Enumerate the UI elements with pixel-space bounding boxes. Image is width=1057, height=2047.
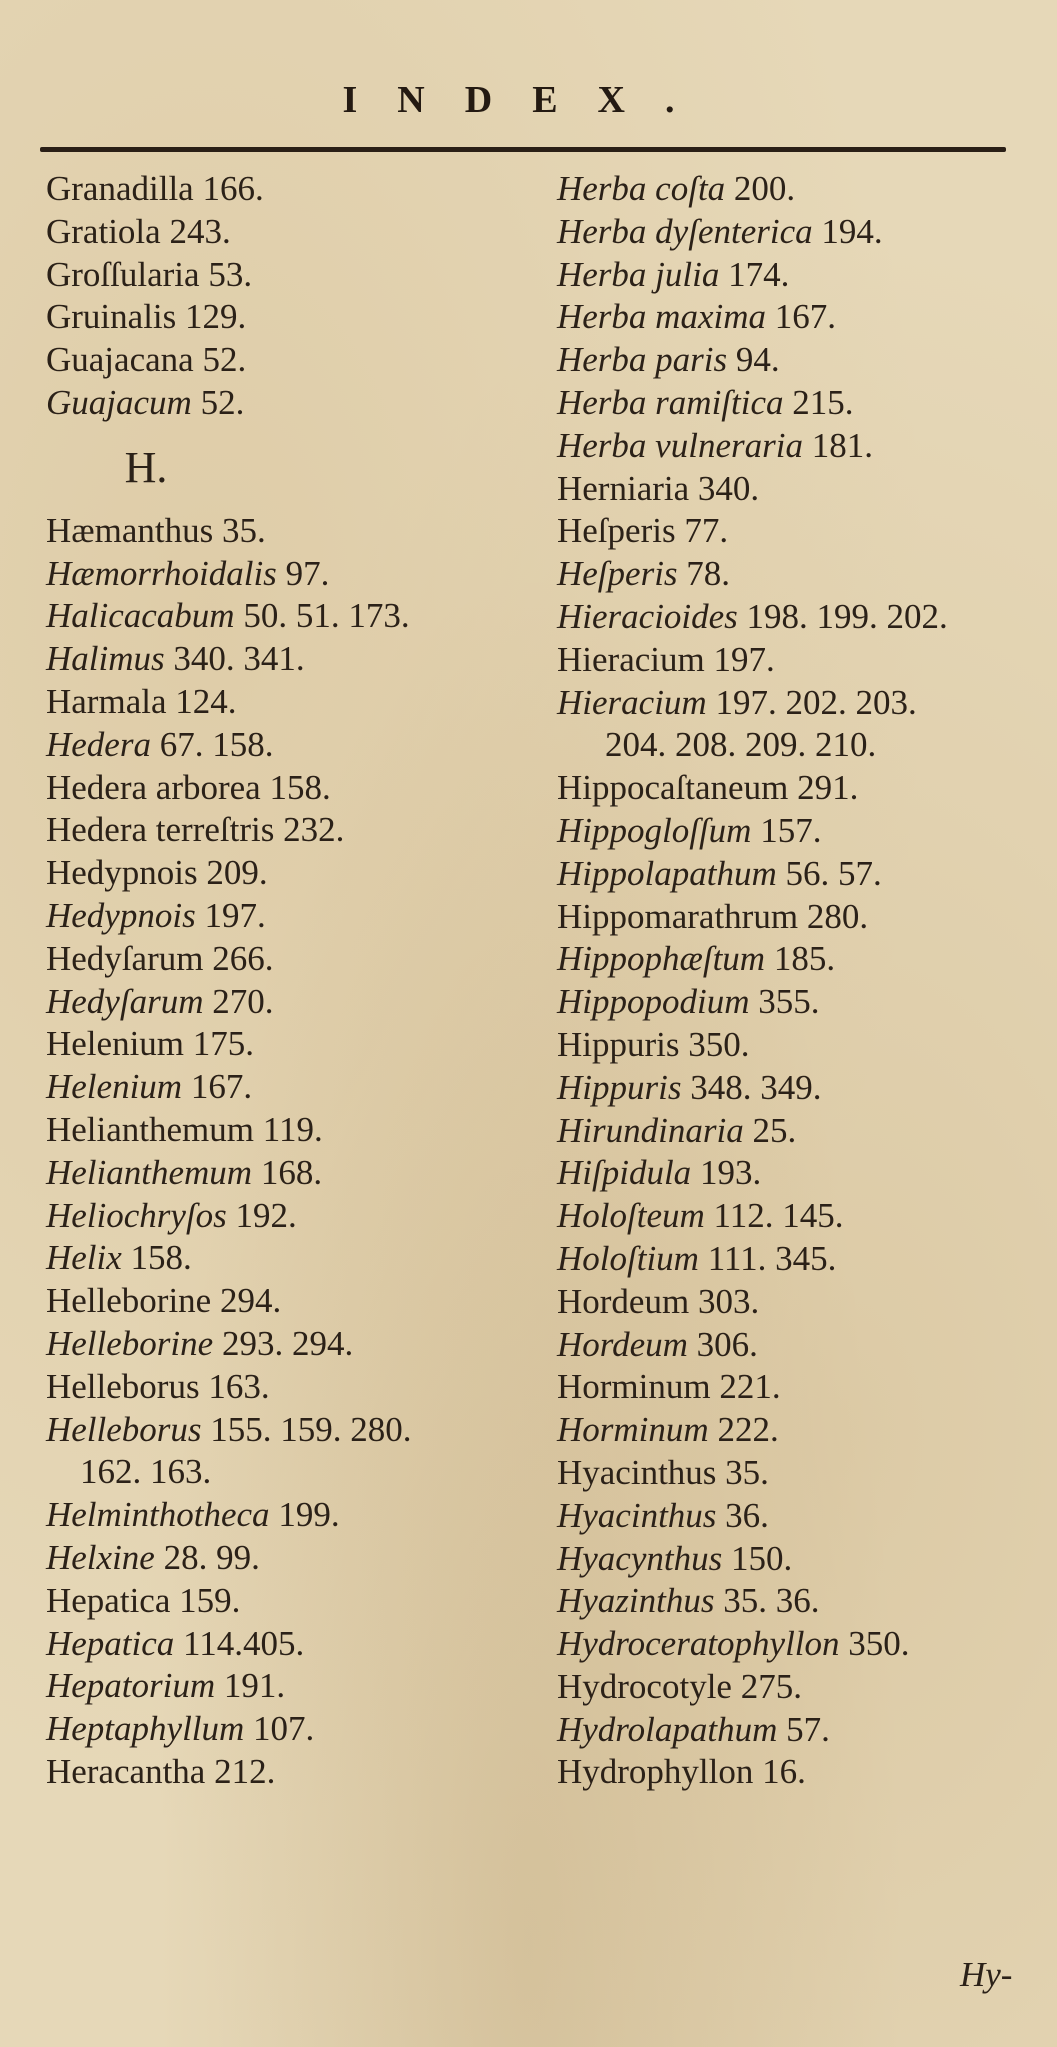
index-entry	[557, 1709, 1027, 1752]
page-references: 215.	[792, 382, 854, 422]
index-entry	[557, 1409, 1027, 1452]
index-entry	[557, 211, 1027, 254]
index-term: Heptaphyllum	[46, 1709, 245, 1749]
page-references: 181.	[811, 425, 873, 465]
index-entry	[557, 1195, 1027, 1238]
index-term: Herba coſta	[557, 169, 726, 208]
index-entry	[46, 168, 526, 211]
page-references: 340.	[697, 468, 760, 508]
index-entry	[557, 553, 1027, 596]
index-term: Hiſpidula	[557, 1153, 692, 1193]
page-references: 192.	[235, 1195, 297, 1235]
page-references: 53.	[208, 254, 253, 294]
index-term: Hedypnois	[46, 895, 196, 935]
index-term: Holoſteum	[557, 1196, 705, 1236]
page-references: 35. 36.	[723, 1581, 820, 1621]
index-entry	[46, 1195, 526, 1238]
page-references: 52.	[200, 382, 245, 422]
index-entry	[557, 254, 1027, 297]
index-entry	[557, 810, 1027, 853]
index-entry	[557, 168, 1027, 211]
index-entry	[46, 595, 526, 638]
page-references: 119.	[262, 1109, 323, 1149]
index-entry	[557, 1067, 1027, 1110]
page-references: 67. 158.	[159, 724, 274, 764]
header-rule	[40, 147, 1006, 152]
index-term: Hippophæſtum	[557, 939, 766, 979]
index-term: Hippuris	[557, 1067, 682, 1107]
page-references: 222.	[717, 1410, 779, 1450]
index-entry	[557, 1580, 1027, 1623]
page-references: 191.	[223, 1666, 286, 1706]
index-term: Helenium	[46, 1067, 183, 1107]
page-references: 114.405.	[183, 1623, 305, 1663]
page-references: 355.	[758, 982, 820, 1022]
page-references: 197.	[204, 895, 266, 935]
index-term: Hyacynthus	[557, 1538, 723, 1578]
index-term: Hepatorium	[46, 1666, 216, 1706]
page-references: 175.	[192, 1024, 255, 1064]
page-references: 16.	[762, 1752, 806, 1792]
index-term: Helleborus	[46, 1366, 200, 1406]
index-entry	[557, 1324, 1027, 1367]
index-term: Gratiola	[46, 211, 161, 251]
page-references: 294.	[219, 1281, 282, 1321]
index-entry	[557, 853, 1027, 896]
index-term: Hippopodium	[557, 982, 750, 1022]
section-letter: H.	[124, 442, 168, 492]
page-references: 50. 51. 173.	[243, 596, 410, 636]
page-references: 348. 349.	[690, 1067, 822, 1107]
index-term: Helleborus	[46, 1409, 202, 1449]
index-entry	[557, 1751, 1027, 1794]
index-term: Herba vulneraria	[557, 425, 803, 465]
index-entry	[46, 981, 526, 1024]
index-term: Hieracium	[557, 682, 707, 722]
index-entry	[46, 724, 526, 767]
page-title: INDEX.	[342, 79, 715, 121]
page-references: 158.	[269, 767, 331, 807]
index-term: Hæmanthus	[46, 510, 214, 550]
page-references: 77.	[684, 511, 729, 551]
index-entry	[557, 468, 1027, 511]
index-entry	[46, 681, 526, 724]
index-term: Hedera	[46, 724, 151, 764]
page-references: 197. 202. 203.	[715, 682, 917, 722]
index-term: Helenium	[46, 1024, 185, 1064]
index-term: Guajacana	[46, 340, 194, 380]
page-references: 28. 99.	[163, 1537, 260, 1577]
index-entry	[46, 1280, 526, 1323]
index-term: Hippomarathrum	[557, 896, 799, 936]
index-entry	[46, 1623, 526, 1666]
index-term: Hæmorrhoidalis	[46, 553, 277, 593]
index-entry	[557, 981, 1027, 1024]
index-term: Helleborine	[46, 1323, 214, 1363]
index-term: Heracantha	[46, 1751, 206, 1791]
page-references: 340. 341.	[173, 639, 305, 679]
index-entry	[46, 1152, 526, 1195]
page-references: 185.	[773, 939, 836, 979]
index-entry	[46, 895, 526, 938]
index-entry-continuation: 162. 163.	[80, 1452, 212, 1492]
index-term: Helianthemum	[46, 1152, 253, 1192]
index-entry	[46, 1023, 526, 1066]
index-entry	[557, 1495, 1027, 1538]
index-term: Hieracium	[557, 639, 705, 679]
index-entry	[46, 254, 526, 297]
page-references: 232.	[283, 810, 345, 850]
index-entry	[557, 1366, 1027, 1409]
index-term: Harmala	[46, 681, 167, 721]
page-references: 350.	[688, 1024, 750, 1064]
index-term: Heſperis	[557, 511, 676, 551]
index-entry	[46, 553, 526, 596]
index-term: Helianthemum	[46, 1109, 255, 1149]
page-references: 159.	[179, 1580, 241, 1620]
page-references: 280.	[806, 896, 869, 936]
index-entry	[46, 1237, 526, 1280]
page-references: 221.	[719, 1367, 781, 1407]
index-term: Halicacabum	[46, 596, 235, 636]
page-references: 56. 57.	[785, 853, 882, 893]
index-term: Hippuris	[557, 1024, 680, 1064]
page-references: 25.	[752, 1110, 797, 1150]
index-term: Hordeum	[557, 1281, 690, 1321]
page-references: 275.	[740, 1666, 802, 1706]
index-term: Horminum	[557, 1410, 709, 1450]
page-references: 35.	[725, 1452, 769, 1492]
page-references: 209.	[206, 853, 268, 893]
index-entry	[557, 767, 1027, 810]
index-term: Helxine	[46, 1537, 155, 1577]
index-entry	[46, 1409, 526, 1452]
index-entry	[557, 596, 1027, 639]
index-term: Hedyſarum	[46, 938, 204, 978]
page-references: 78.	[686, 554, 731, 594]
page-references: 52.	[202, 340, 247, 380]
index-term: Herba dyſenterica	[557, 211, 813, 251]
index-term: Helix	[46, 1238, 122, 1278]
index-entry	[46, 1066, 526, 1109]
index-term: Herba paris	[557, 340, 728, 380]
page-references: 124.	[175, 681, 237, 721]
index-term: Hydrophyllon	[557, 1752, 754, 1792]
index-entry	[46, 938, 526, 981]
page-references: 306.	[696, 1324, 758, 1364]
page-references: 150.	[730, 1538, 793, 1578]
index-term: Hippolapathum	[557, 853, 777, 893]
index-term: Horminum	[557, 1367, 711, 1407]
index-entry	[46, 382, 526, 425]
index-term: Hepatica	[46, 1580, 171, 1620]
index-term: Herba julia	[557, 254, 720, 294]
right-column	[557, 168, 1027, 1794]
index-term: Granadilla	[46, 169, 194, 208]
page-references: 112. 145.	[713, 1196, 844, 1236]
page-references: 168.	[260, 1152, 323, 1192]
index-term: Groſſularia	[46, 254, 200, 294]
index-entry	[46, 809, 526, 852]
index-term: Hyazinthus	[557, 1581, 715, 1621]
index-entry	[46, 339, 526, 382]
page-references: 197.	[713, 639, 775, 679]
index-entry	[46, 1323, 526, 1366]
page-references: 166.	[202, 169, 264, 208]
index-term: Herba ramiſtica	[557, 382, 784, 422]
page-references: 212.	[214, 1751, 276, 1791]
index-term: Hedypnois	[46, 853, 198, 893]
page-references: 291.	[797, 768, 859, 808]
page-references: 194.	[821, 211, 883, 251]
index-term: Hyacinthus	[557, 1495, 717, 1535]
index-term: Heſperis	[557, 554, 678, 594]
page-references: 155. 159. 280.	[210, 1409, 412, 1449]
page-references: 270.	[212, 981, 274, 1021]
page-references: 303.	[697, 1281, 760, 1321]
index-entry	[557, 382, 1027, 425]
page-references: 198. 199. 202.	[746, 596, 948, 636]
index-entry	[557, 1281, 1027, 1324]
page-references: 57.	[786, 1709, 830, 1749]
index-entry	[557, 896, 1027, 939]
index-term: Holoſtium	[557, 1238, 699, 1278]
index-term: Herba maxima	[557, 297, 766, 337]
page-references: 167.	[190, 1067, 253, 1107]
index-entry	[557, 1623, 1027, 1666]
page-references: 200.	[733, 169, 796, 208]
page-references: 163.	[208, 1366, 270, 1406]
index-term: Hippogloſſum	[557, 810, 752, 850]
index-entry	[557, 425, 1027, 468]
page-references: 167.	[774, 297, 836, 337]
index-term: Gruinalis	[46, 297, 177, 337]
page-references: 36.	[725, 1495, 769, 1535]
index-term: Hedyſarum	[46, 981, 204, 1021]
index-term: Herniaria	[557, 468, 690, 508]
left-column	[46, 168, 526, 1794]
index-entry	[557, 938, 1027, 981]
page-references: 129.	[185, 297, 247, 337]
index-entry	[46, 510, 526, 553]
index-term: Hydrolapathum	[557, 1709, 778, 1749]
catchword: Hy-	[960, 1955, 1013, 1994]
index-entry	[557, 1110, 1027, 1153]
index-term: Hydroceratophyllon	[557, 1624, 840, 1664]
index-entry	[46, 1537, 526, 1580]
page-references: 158.	[130, 1238, 192, 1278]
index-entry	[557, 510, 1027, 553]
index-entry	[557, 1152, 1027, 1195]
index-term: Hordeum	[557, 1324, 688, 1364]
index-entry	[557, 1666, 1027, 1709]
page-references: 174.	[728, 254, 790, 294]
index-entry	[46, 767, 526, 810]
index-entry	[557, 639, 1027, 682]
page-references: 107.	[253, 1709, 315, 1749]
page-references: 243.	[169, 211, 231, 251]
page-references: 193.	[699, 1153, 762, 1193]
page-references: 350.	[848, 1624, 910, 1664]
index-term: Halimus	[46, 639, 165, 679]
index-entry	[46, 211, 526, 254]
index-entry	[46, 1580, 526, 1623]
index-entry	[46, 1708, 526, 1751]
page-references: 94.	[735, 340, 780, 380]
index-term: Helminthotheca	[46, 1495, 270, 1535]
page-references: 199.	[278, 1495, 340, 1535]
index-term: Guajacum	[46, 382, 192, 422]
index-entry	[557, 1024, 1027, 1067]
page-references: 97.	[285, 553, 330, 593]
index-term: Hippocaſtaneum	[557, 768, 789, 808]
index-entry	[46, 1751, 526, 1794]
index-entry	[557, 296, 1027, 339]
index-entry	[557, 1452, 1027, 1495]
index-term: Hirundinaria	[557, 1110, 744, 1150]
index-entry	[557, 339, 1027, 382]
index-entry-continuation: 204. 208. 209. 210.	[605, 725, 877, 765]
index-entry	[557, 682, 1027, 725]
index-term: Heliochryſos	[46, 1195, 227, 1235]
index-term: Hepatica	[46, 1623, 175, 1663]
page-references: 157.	[760, 810, 822, 850]
index-entry	[557, 1538, 1027, 1581]
index-entry	[46, 296, 526, 339]
index-term: Hyacinthus	[557, 1452, 717, 1492]
index-term: Hedera arborea	[46, 767, 261, 807]
index-entry	[46, 1366, 526, 1409]
index-term: Helleborine	[46, 1281, 212, 1321]
index-entry	[46, 1109, 526, 1152]
index-entry	[46, 852, 526, 895]
page-references: 266.	[212, 938, 274, 978]
index-entry	[46, 1494, 526, 1537]
index-entry	[557, 1238, 1027, 1281]
page-references: 293. 294.	[221, 1323, 354, 1363]
index-entry	[46, 638, 526, 681]
index-entry	[46, 1665, 526, 1708]
index-term: Hydrocotyle	[557, 1666, 732, 1706]
index-term: Hieracioides	[557, 596, 738, 636]
index-term: Hedera terreſtris	[46, 810, 275, 850]
page-references: 111. 345.	[707, 1238, 837, 1278]
page-references: 35.	[221, 510, 266, 550]
